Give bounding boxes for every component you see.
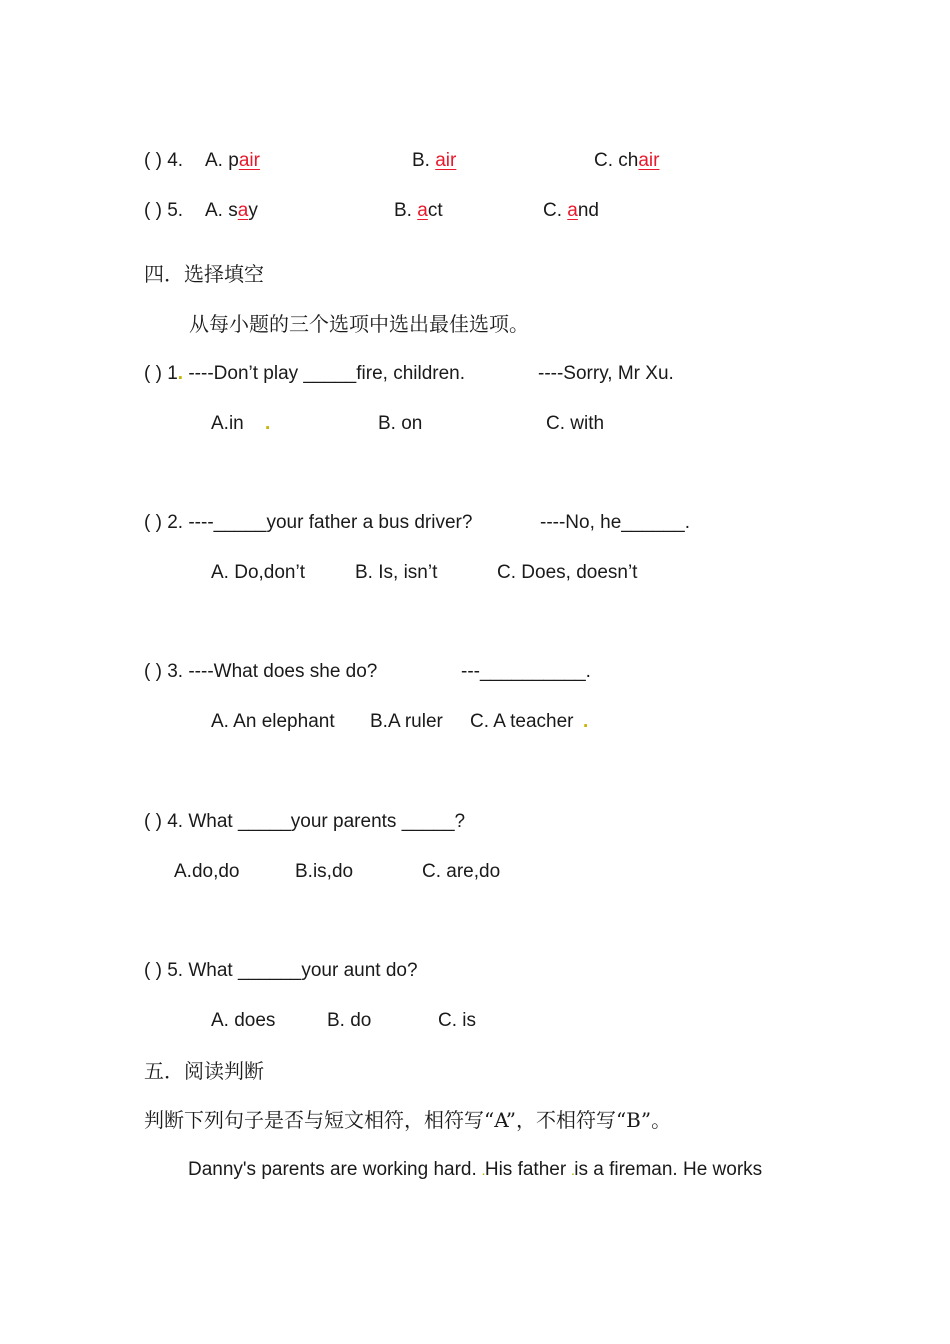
section5-heading: 五．阅读判断 [144, 1059, 264, 1083]
passage-line-1: Danny's parents are working hard. .His father .is a fireman. He works [188, 1159, 763, 1180]
phonics-q5-option-c: C. and [543, 200, 599, 221]
question-4-option-a: A.do,do [174, 861, 240, 882]
question-1-option-b: B. on [378, 413, 423, 434]
question-3-reply: ---__________. [461, 661, 591, 682]
question-2-option-b: B. Is, isn’t [355, 562, 438, 583]
question-4-option-b: B.is,do [295, 861, 354, 882]
question-4-option-c: C. are,do [422, 861, 501, 882]
question-3-option-b: B.A ruler [370, 711, 443, 732]
phonics-q5-option-a: A. say [205, 200, 258, 221]
marker-dot: . [265, 413, 271, 434]
section4-heading: 四．选择填空 [144, 262, 264, 286]
marker-dot: . [482, 1167, 485, 1178]
phonics-q5-number: ( ) 5. [144, 200, 184, 221]
marker-dot: . [571, 1167, 575, 1178]
section4-instruction: 从每小题的三个选项中选出最佳选项。 [189, 312, 529, 336]
question-2-option-a: A. Do,don’t [211, 562, 305, 583]
question-1-reply: ----Sorry, Mr Xu. [538, 363, 674, 384]
question-4-stem: ( ) 4. What _____your parents _____? [144, 811, 466, 832]
phonics-q4-option-c: C. chair [594, 150, 660, 171]
phonics-q4-option-a: A. pair [205, 150, 260, 171]
question-1-option-a: A.in [211, 413, 244, 434]
question-3-option-c: C. A teacher [470, 711, 574, 732]
question-2-option-c: C. Does, doesn’t [497, 562, 638, 583]
question-5-option-a: A. does [211, 1010, 276, 1031]
question-3-stem: ( ) 3. ----What does she do? [144, 661, 378, 682]
question-1-option-c: C. with [546, 413, 605, 434]
phonics-q4-number: ( ) 4. [144, 150, 184, 171]
question-5-option-c: C. is [438, 1010, 476, 1031]
marker-dot: . [583, 711, 589, 732]
question-5-option-b: B. do [327, 1010, 372, 1031]
marker-dot: . [177, 363, 184, 384]
question-3-option-a: A. An elephant [211, 711, 335, 732]
phonics-q4-option-b: B. air [412, 150, 457, 171]
question-2-reply: ----No, he______. [540, 512, 690, 533]
section5-instruction: 判断下列句子是否与短文相符，相符写“A”，不相符写“B”。 [144, 1108, 672, 1132]
question-5-stem: ( ) 5. What ______your aunt do? [144, 960, 418, 981]
question-1-stem: ( ) 1. ----Don’t play _____fire, children. [144, 363, 466, 384]
phonics-q5-option-b: B. act [394, 200, 443, 221]
question-2-stem: ( ) 2. ----_____your father a bus driver? [144, 512, 473, 533]
